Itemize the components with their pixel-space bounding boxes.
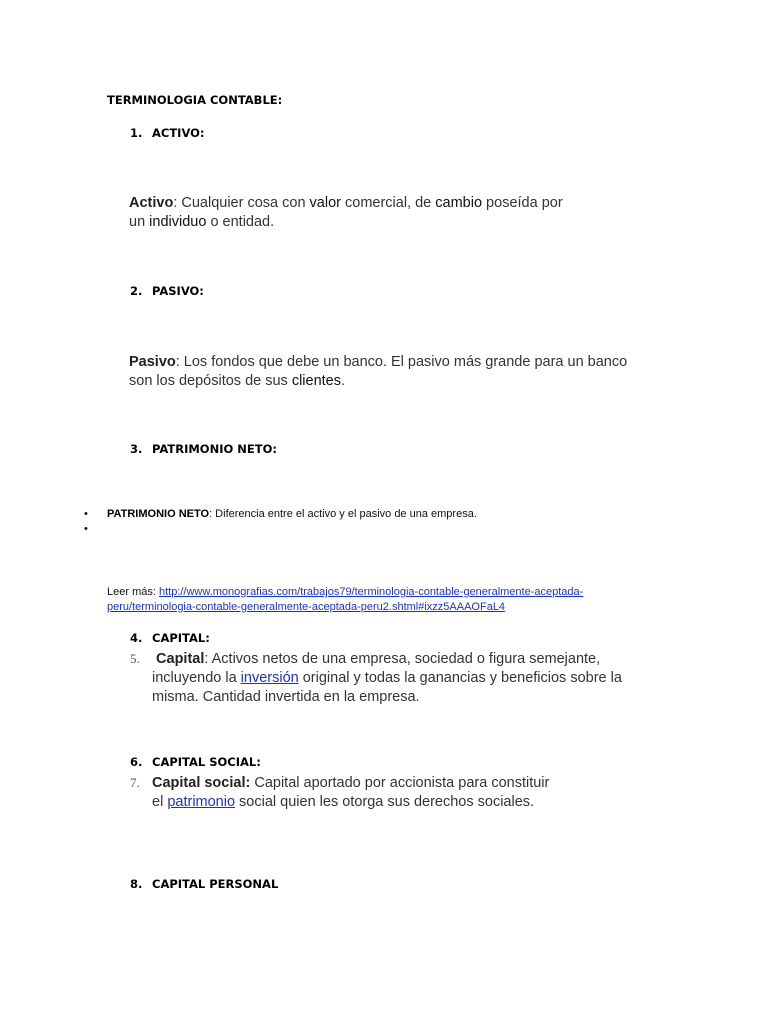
heading-capital-social <box>130 755 261 769</box>
definition-line <box>129 372 709 391</box>
leer-mas-line <box>107 585 583 600</box>
leer-mas-label: Leer más: <box>107 586 159 598</box>
definition-pasivo <box>129 353 709 391</box>
heading-pasivo <box>130 284 204 298</box>
source-link[interactable]: http://www.monografias.com/trabajos79/terminologia-contable-generalmente-aceptada- <box>158 586 584 598</box>
definition-line <box>129 353 709 372</box>
heading-label: PATRIMONIO NETO: <box>152 442 277 456</box>
heading-capital <box>130 631 210 645</box>
text: o entidad. <box>206 214 275 230</box>
inversion-link[interactable]: inversión <box>240 670 299 686</box>
definition-line <box>129 194 689 213</box>
leer-mas-line <box>107 600 583 615</box>
leer-mas <box>107 585 583 615</box>
heading-number: 1. <box>130 126 143 140</box>
word-cambio: cambio <box>435 195 483 211</box>
heading-number: 8. <box>130 877 143 891</box>
heading-label: CAPITAL: <box>152 631 210 645</box>
heading-label: CAPITAL SOCIAL: <box>152 755 261 769</box>
heading-number: 6. <box>130 755 143 769</box>
bullet-item-empty <box>84 523 88 535</box>
term: Capital <box>156 651 205 667</box>
heading-number: 3. <box>130 442 143 456</box>
definition-text: : Diferencia entre el activo y el pasivo de una empresa. <box>209 508 477 520</box>
word-individuo: individuo <box>149 214 207 230</box>
term: Pasivo <box>129 354 176 370</box>
text: original y todas la ganancias y beneficios sobre la <box>298 670 622 686</box>
term: PATRIMONIO NETO <box>107 508 210 520</box>
heading-activo <box>130 126 205 140</box>
text: Capital aportado por accionista para constituir <box>250 775 550 791</box>
bullet-glyph: • <box>84 523 88 535</box>
definition-capital-social <box>130 773 690 812</box>
definition-line <box>130 773 690 793</box>
definition-line <box>129 213 689 232</box>
definition-capital <box>130 649 690 707</box>
heading-number: 2. <box>130 284 143 298</box>
text: social quien les otorga sus derechos sociales. <box>235 794 535 810</box>
heading-label: ACTIVO: <box>152 126 205 140</box>
text: : Los fondos que debe un banco. El pasivo más grande para un banco <box>175 354 628 370</box>
word-valor: valor <box>309 195 341 211</box>
heading-patrimonio-neto <box>130 442 277 456</box>
text: misma. Cantidad invertida en la empresa. <box>152 689 420 705</box>
text: el <box>152 794 168 810</box>
bullet-item <box>84 508 477 520</box>
item-number: 7. <box>130 775 140 790</box>
source-link-continued[interactable]: peru/terminologia-contable-generalmente-aceptada-peru2.shtml#ixzz5AAAOFaL4 <box>107 601 506 613</box>
definition-activo <box>129 194 689 232</box>
definition-line <box>130 793 690 812</box>
text: : Cualquier cosa con <box>173 195 310 211</box>
word-clientes: clientes <box>291 373 341 389</box>
text: incluyendo la <box>152 670 241 686</box>
definition-line <box>130 688 690 707</box>
text: comercial, de <box>340 195 436 211</box>
text: : Activos netos de una empresa, sociedad o figura semejante, <box>204 651 601 667</box>
text: un <box>129 214 150 230</box>
bullet-glyph: • <box>84 508 88 520</box>
heading-label: PASIVO: <box>152 284 204 298</box>
definition-line <box>130 649 690 669</box>
text: . <box>341 373 346 389</box>
term: Activo <box>129 195 174 211</box>
text: son los depósitos de sus <box>129 373 292 389</box>
term: Capital social: <box>152 775 251 791</box>
heading-label: CAPITAL PERSONAL <box>152 877 279 891</box>
heading-number: 4. <box>130 631 143 645</box>
item-number: 5. <box>130 651 140 666</box>
definition-line <box>130 669 690 688</box>
text: poseída por <box>482 195 563 211</box>
patrimonio-link[interactable]: patrimonio <box>167 794 236 810</box>
heading-capital-personal <box>130 877 278 891</box>
document-title: TERMINOLOGIA CONTABLE: <box>107 93 283 107</box>
